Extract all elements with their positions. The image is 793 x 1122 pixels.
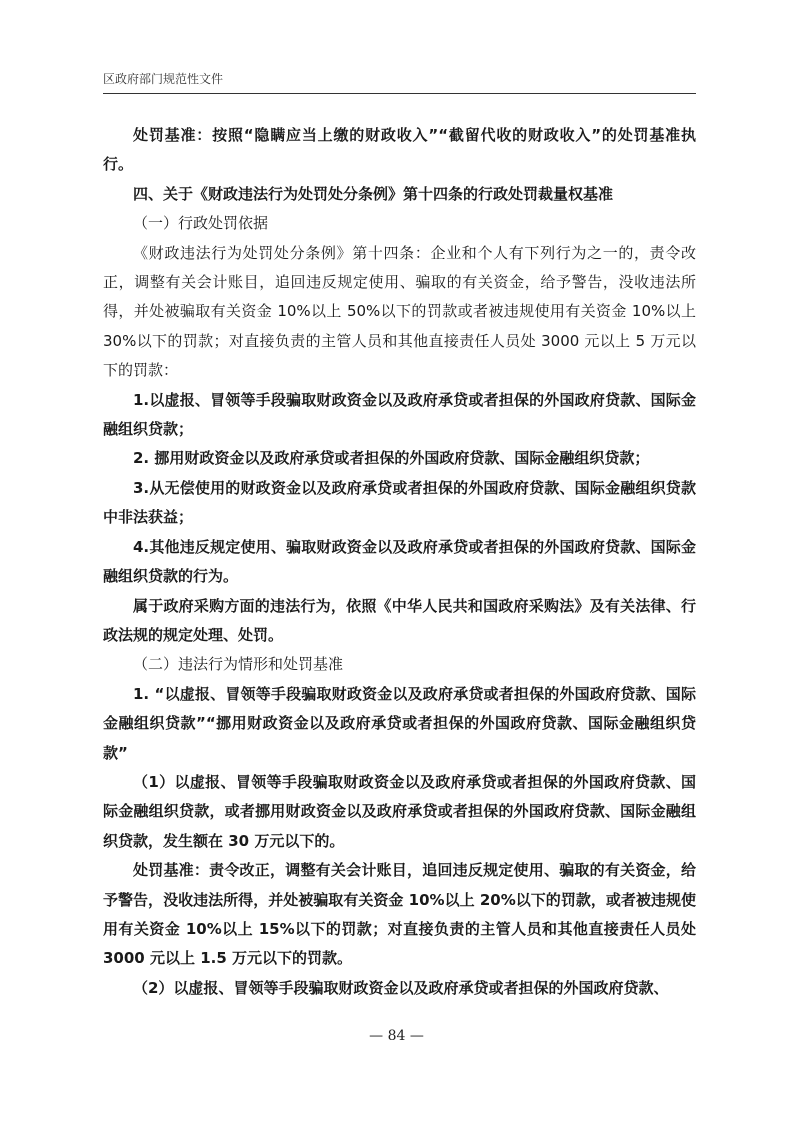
page-number: — 84 —: [369, 1028, 424, 1044]
paragraph: 处罚基准：按照“隐瞒应当上缴的财政收入”“截留代收的财政收入”的处罚基准执行。: [103, 126, 696, 174]
paragraph: 处罚基准：责令改正，调整有关会计账目，追回违反规定使用、骗取的有关资金，给予警告，没收违法所得，并处被骗取有关资金 10%以上 20%以下的罚款，或者被违规使用有关资金 10%以上 15%以下的罚款；对直接负责的主管人员和其他直接责任人员处 3000 元以上 1.5 万元以下的罚款。: [103, 861, 696, 968]
list-item: 1.以虚报、冒领等手段骗取财政资金以及政府承贷或者担保的外国政府贷款、国际金融组织贷款；: [103, 390, 696, 439]
section-heading: 四、关于《财政违法行为处罚处分条例》第十四条的行政处罚裁量权基准: [133, 184, 614, 203]
list-item: 4.其他违反规定使用、骗取财政资金以及政府承贷或者担保的外国政府贷款、国际金融组织贷款的行为。: [103, 537, 696, 586]
paragraph: （1）以虚报、冒领等手段骗取财政资金以及政府承贷或者担保的外国政府贷款、国际金融组织贷款，或者挪用财政资金以及政府承贷或者担保的外国政府贷款、国际金融组织贷款，发生额在 30 万元以下的。: [103, 772, 696, 850]
paragraph: （2）以虚报、冒领等手段骗取财政资金以及政府承贷或者担保的外国政府贷款、: [133, 978, 669, 997]
header-divider: [103, 93, 696, 94]
paragraph: 《财政违法行为处罚处分条例》第十四条：企业和个人有下列行为之一的，责令改正，调整有关会计账目，追回违反规定使用、骗取的有关资金，给予警告，没收违法所得，并处被骗取有关资金 10%以上 50%以下的罚款或者被违规使用有关资金 10%以上 30%以下的罚款；对直接负责的主管人员和其他直接责任人员处 3000 元以上 5 万元以下的罚款：: [103, 243, 696, 380]
subsection-heading: （一）行政处罚依据: [133, 214, 269, 233]
document-body: [103, 121, 696, 1003]
list-item: 2. 挪用财政资金以及政府承贷或者担保的外国政府贷款、国际金融组织贷款；: [133, 449, 650, 468]
document-header: 区政府部门规范性文件: [103, 72, 224, 86]
paragraph: 1. “以虚报、冒领等手段骗取财政资金以及政府承贷或者担保的外国政府贷款、国际金融组织贷款”“挪用财政资金以及政府承贷或者担保的外国政府贷款、国际金融组织贷款”: [103, 684, 696, 762]
list-item: 3.从无偿使用的财政资金以及政府承贷或者担保的外国政府贷款、国际金融组织贷款中非法获益；: [103, 478, 696, 527]
subsection-heading: （二）违法行为情形和处罚基准: [133, 655, 344, 674]
paragraph: 属于政府采购方面的违法行为，依照《中华人民共和国政府采购法》及有关法律、行政法规的规定处理、处罚。: [103, 596, 696, 644]
